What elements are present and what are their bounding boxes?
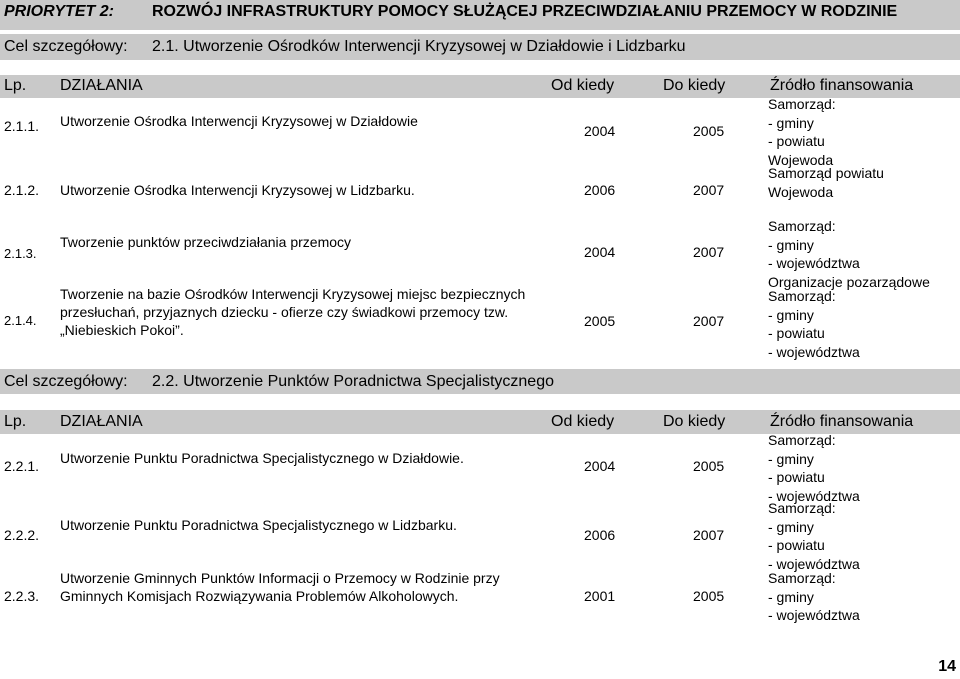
row-lp: 2.2.1. <box>4 458 40 474</box>
source-line: Samorząd: <box>768 288 836 304</box>
source-line: Samorząd: <box>768 500 836 516</box>
row-lp: 2.2.2. <box>4 527 40 543</box>
source-line: - powiatu <box>768 325 825 341</box>
row-source <box>768 95 836 169</box>
source-line: Samorząd: <box>768 96 836 112</box>
page-number: 14 <box>938 658 956 675</box>
row-lp: 2.1.4. <box>4 313 37 328</box>
row-lp: 2.2.3. <box>4 588 40 604</box>
source-line: Wojewoda <box>768 183 834 200</box>
row-action: Utworzenie Ośrodka Interwencji Kryzysowej w Działdowie <box>60 113 418 129</box>
table1-header-to: Do kiedy <box>663 77 726 94</box>
row-to: 2005 <box>693 458 725 474</box>
row-action: Utworzenie Punktu Poradnictwa Specjalistycznego w Działdowie. <box>60 450 464 466</box>
row-action: Utworzenie Gminnych Punktów Informacji o Przemocy w Rodzinie przy Gminnych Komisjach Rozwiązywania Problemów Alkoholowych. <box>60 570 500 604</box>
table2-header-from: Od kiedy <box>551 413 615 430</box>
row-lp: 2.1.1. <box>4 118 40 134</box>
row-from: 2004 <box>584 244 616 260</box>
source-line: - powiatu <box>768 469 825 485</box>
source-line: Wojewoda <box>768 151 834 168</box>
row-to: 2007 <box>693 313 725 329</box>
table2-header-action: DZIAŁANIA <box>60 413 143 430</box>
source-line: - województwa <box>768 343 860 360</box>
goal2-text: 2.2. Utworzenie Punktów Poradnictwa Specjalistycznego <box>152 373 554 390</box>
row-from: 2005 <box>584 313 616 329</box>
row-from: 2004 <box>584 458 616 474</box>
table2-header-lp: Lp. <box>4 413 27 430</box>
row-source <box>768 287 860 361</box>
row-from: 2006 <box>584 182 616 198</box>
source-line: - województwa <box>768 487 860 504</box>
row-source <box>768 164 884 201</box>
source-line: - gminy <box>768 114 814 131</box>
source-line: Samorząd: <box>768 432 836 448</box>
row-from: 2006 <box>584 527 616 543</box>
row-source <box>768 499 860 573</box>
goal1-text: 2.1. Utworzenie Ośrodków Interwencji Kryzysowej w Działdowie i Lidzbarku <box>152 38 686 55</box>
goal1-label: Cel szczegółowy: <box>4 38 128 55</box>
table1-header-lp: Lp. <box>4 77 27 94</box>
source-line: Samorząd: <box>768 218 836 234</box>
source-line: Samorząd: <box>768 570 836 586</box>
row-from: 2004 <box>584 123 616 139</box>
table1-header-action: DZIAŁANIA <box>60 77 143 94</box>
source-line: - gminy <box>768 588 814 605</box>
table1-header-source: Źródło finansowania <box>770 77 914 94</box>
row-to: 2007 <box>693 527 725 543</box>
row-action: Tworzenie na bazie Ośrodków Interwencji Kryzysowej miejsc bezpiecznych przesłuchań, przyjaznych dziecku - ofierze czy świadkowi przemocy tzw. „Niebieskich Pokoi”. <box>60 286 526 338</box>
row-action: Utworzenie Ośrodka Interwencji Kryzysowej w Lidzbarku. <box>60 182 415 198</box>
table1-header-from: Od kiedy <box>551 77 615 94</box>
source-line: Organizacje pozarządowe <box>768 273 930 290</box>
row-action: Utworzenie Punktu Poradnictwa Specjalistycznego w Lidzbarku. <box>60 517 457 533</box>
row-lp: 2.1.2. <box>4 182 40 198</box>
priority-title: ROZWÓJ INFRASTRUKTURY POMOCY SŁUŻĄCEJ PRZECIWDZIAŁANIU PRZEMOCY W RODZINIE <box>152 3 898 20</box>
row-to: 2005 <box>693 588 725 604</box>
source-line: - gminy <box>768 306 814 323</box>
source-line: - województwa <box>768 555 860 572</box>
source-line: - gminy <box>768 236 814 253</box>
row-lp: 2.1.3. <box>4 246 37 261</box>
source-line: - gminy <box>768 518 814 535</box>
row-source <box>768 431 860 505</box>
source-line: - województwa <box>768 607 860 623</box>
row-source <box>768 217 930 291</box>
row-action: Tworzenie punktów przeciwdziałania przemocy <box>60 234 352 250</box>
row-from: 2001 <box>584 588 616 604</box>
source-line: - powiatu <box>768 133 825 149</box>
row-to: 2005 <box>693 123 725 139</box>
source-line: - powiatu <box>768 537 825 553</box>
row-source <box>768 569 860 625</box>
table2-header-to: Do kiedy <box>663 413 726 430</box>
source-line: Samorząd powiatu <box>768 165 884 181</box>
source-line: - województwa <box>768 255 860 271</box>
table2-header-source: Źródło finansowania <box>770 413 914 430</box>
source-line: - gminy <box>768 450 814 467</box>
row-to: 2007 <box>693 182 725 198</box>
goal2-label: Cel szczegółowy: <box>4 373 128 390</box>
priority-label: PRIORYTET 2: <box>4 3 114 20</box>
row-to: 2007 <box>693 244 725 260</box>
